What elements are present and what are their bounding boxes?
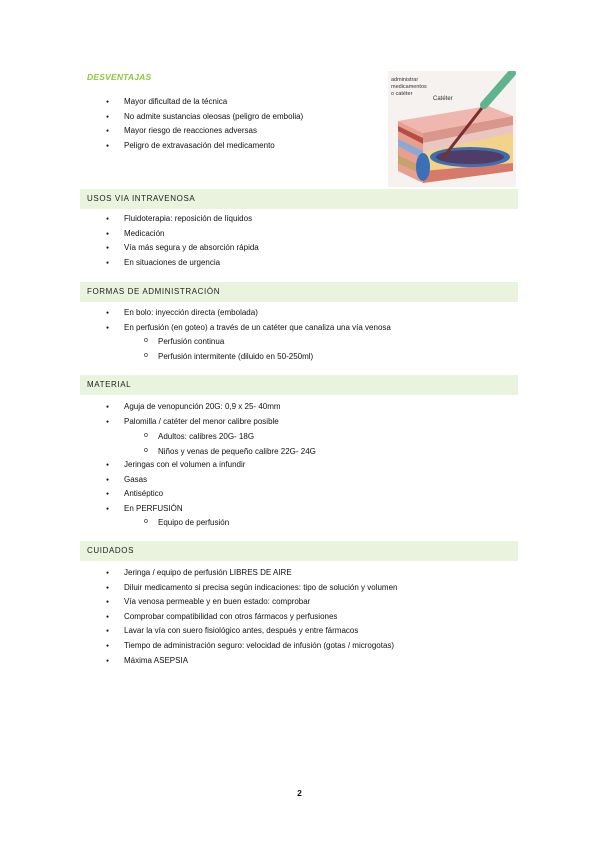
formas-list (106, 306, 391, 335)
list-item: ● En perfusión (en goteo) a través de un catéter que canaliza una vía venosa (106, 321, 391, 336)
list-item: ● En situaciones de urgencia (106, 256, 259, 271)
material-list (106, 400, 281, 429)
list-item: ● Lavar la vía con suero fisiológico antes, después y entre fármacos (106, 624, 397, 639)
list-item: ● Tiempo de administración seguro: velocidad de infusión (gotas / microgotas) (106, 639, 397, 654)
formas-sublist (124, 335, 313, 364)
sub-list-item: o Niños y venas de pequeño calibre 22G- 24G (142, 445, 316, 460)
list-item: ● Diluir medicamento si precisa según indicaciones: tipo de solución y volumen (106, 581, 397, 596)
list-item: ● Antiséptico (106, 487, 245, 502)
list-item: ● Mayor riesgo de reacciones adversas (106, 124, 303, 139)
section-title: USOS VIA INTRAVENOSA (87, 194, 196, 203)
sub-list-item: o Perfusión continua (142, 335, 313, 350)
list-item: ● Palomilla / catéter del menor calibre posible (106, 415, 281, 430)
list-item: ● Máxima ASEPSIA (106, 654, 397, 669)
list-item: ● Medicación (106, 227, 259, 242)
list-item: ● Vía venosa permeable y en buen estado: comprobar (106, 595, 397, 610)
section-title: CUIDADOS (87, 546, 135, 555)
page-number: 2 (297, 788, 302, 798)
sub-list-item: o Adultos: calibres 20G- 18G (142, 430, 316, 445)
figure-label-catheter: Catéter (433, 96, 453, 102)
sub-list-item: o Perfusión intermitente (diluido en 50-250ml) (142, 350, 313, 365)
section-title: MATERIAL (87, 380, 132, 389)
list-item: ● Vía más segura y de absorción rápida (106, 241, 259, 256)
list-item: ● Aguja de venopunción 20G: 0,9 x 25- 40mm (106, 400, 281, 415)
catheter-vein-illustration (388, 71, 516, 187)
section-bar-usos (80, 189, 518, 209)
perfusion-sublist (124, 516, 229, 531)
cuidados-list (106, 566, 397, 668)
list-item: ● En bolo: inyección directa (embolada) (106, 306, 391, 321)
list-item: ● Jeringa / equipo de perfusión LIBRES DE AIRE (106, 566, 397, 581)
section-bar-formas (80, 282, 518, 302)
figure-label-line: o catéter (391, 91, 413, 97)
list-item: ● En PERFUSIÓN (106, 502, 245, 517)
list-item: ● Gasas (106, 473, 245, 488)
figure-label-line: medicamentos (391, 84, 427, 90)
list-item: ● Peligro de extravasación del medicamento (106, 139, 303, 154)
usos-list (106, 212, 259, 270)
list-item: ● No admite sustancias oleosas (peligro de embolia) (106, 110, 303, 125)
disadvantages-heading: DESVENTAJAS (87, 72, 152, 82)
sub-list-item: o Equipo de perfusión (142, 516, 229, 531)
figure-label-line: administrar (391, 77, 419, 83)
catheter-illustration-icon (388, 71, 516, 187)
section-title: FORMAS DE ADMINISTRACIÓN (87, 287, 221, 296)
section-bar-material (80, 375, 518, 395)
disadvantages-list (106, 95, 303, 153)
palomilla-sublist (124, 430, 316, 459)
list-item: ● Mayor dificultad de la técnica (106, 95, 303, 110)
section-bar-cuidados (80, 541, 518, 561)
material-list-continued (106, 458, 245, 516)
list-item: ● Comprobar compatibilidad con otros fármacos y perfusiones (106, 610, 397, 625)
list-item: ● Jeringas con el volumen a infundir (106, 458, 245, 473)
list-item: ● Fluidoterapia: reposición de líquidos (106, 212, 259, 227)
